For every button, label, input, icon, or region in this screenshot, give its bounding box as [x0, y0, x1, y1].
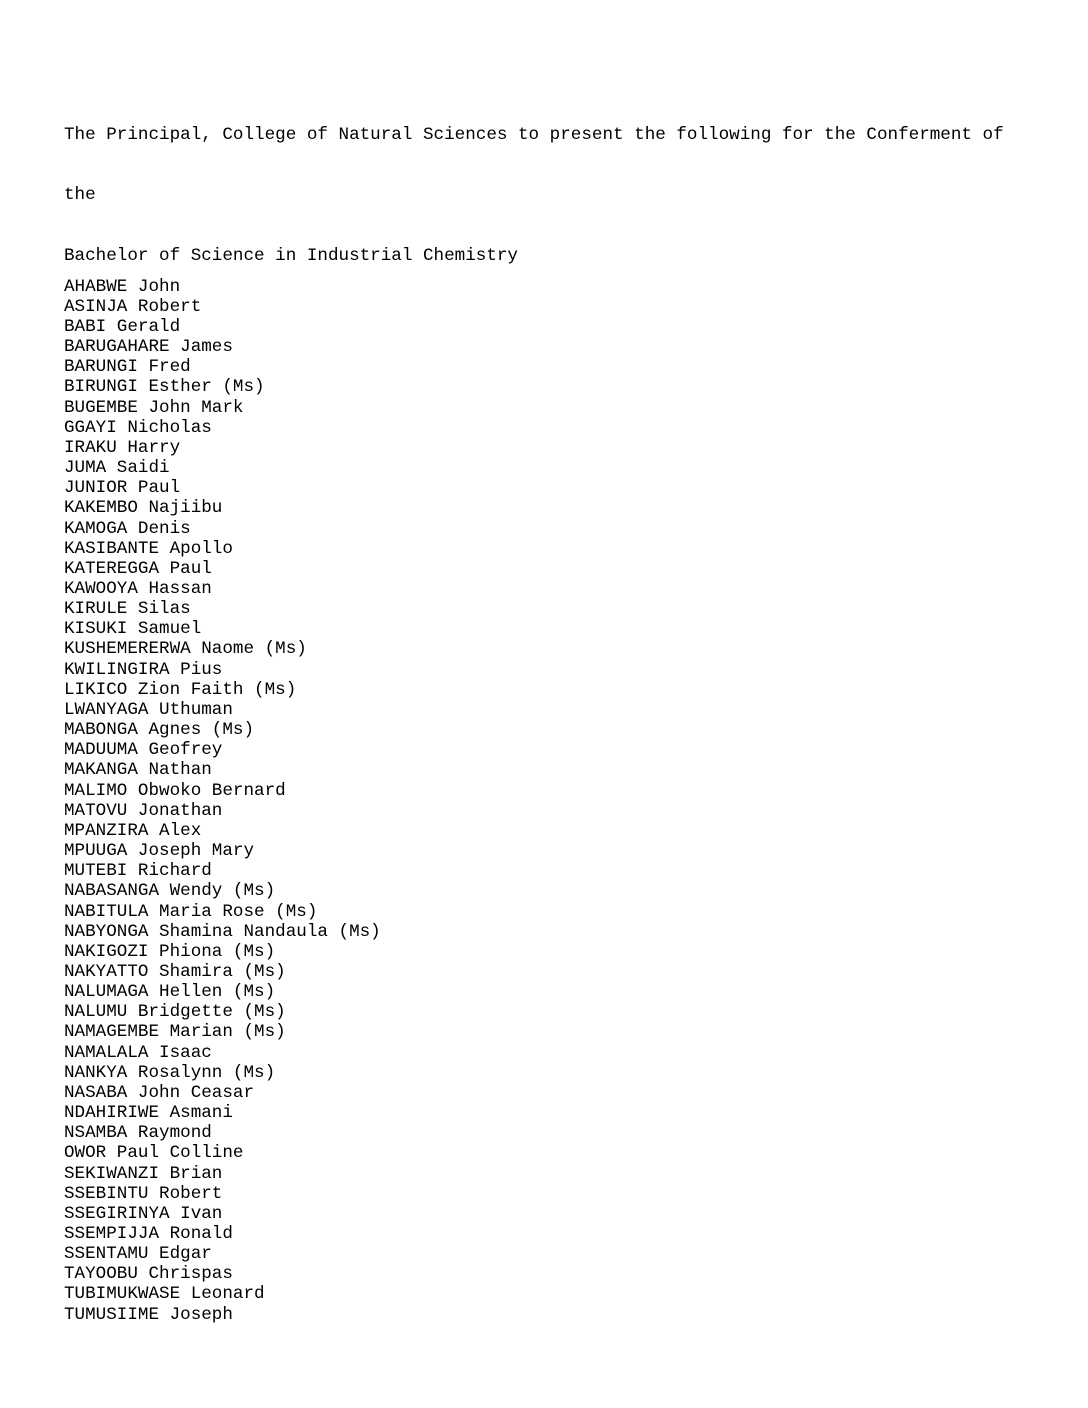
graduate-name: OWOR Paul Colline	[64, 1143, 244, 1164]
graduate-name: SEKIWANZI Brian	[64, 1163, 223, 1184]
graduate-name: GGAYI Nicholas	[64, 417, 212, 438]
graduate-name: MUTEBI Richard	[64, 861, 212, 882]
graduate-name: KUSHEMERERWA Naome (Ms)	[64, 639, 307, 660]
heading-line-2: the	[64, 185, 96, 206]
graduate-name: SSENTAMU Edgar	[64, 1244, 212, 1265]
graduate-name: KAKEMBO Najiibu	[64, 498, 223, 519]
graduate-name: NAKIGOZI Phiona (Ms)	[64, 941, 276, 962]
graduate-name: NALUMU Bridgette (Ms)	[64, 1002, 286, 1023]
degree-title: Bachelor of Science in Industrial Chemistry	[64, 246, 518, 267]
graduate-name: NALUMAGA Hellen (Ms)	[64, 982, 276, 1003]
graduate-name: BABI Gerald	[64, 316, 181, 337]
graduate-name: KASIBANTE Apollo	[64, 538, 233, 559]
document-body	[64, 84, 1054, 1325]
graduate-name: MAKANGA Nathan	[64, 760, 212, 781]
graduate-name: NDAHIRIWE Asmani	[64, 1103, 233, 1124]
graduate-list	[64, 277, 1054, 1325]
graduate-name: BUGEMBE John Mark	[64, 397, 244, 418]
graduate-name: NABASANGA Wendy (Ms)	[64, 881, 276, 902]
graduate-name: NAMALALA Isaac	[64, 1042, 212, 1063]
graduate-name: KIRULE Silas	[64, 599, 191, 620]
graduate-name: NAKYATTO Shamira (Ms)	[64, 961, 286, 982]
graduate-name: JUMA Saidi	[64, 458, 170, 479]
graduate-name: TUBIMUKWASE Leonard	[64, 1284, 265, 1305]
graduate-name: SSEMPIJJA Ronald	[64, 1224, 233, 1245]
graduate-name: MADUUMA Geofrey	[64, 740, 223, 761]
graduate-name: LWANYAGA Uthuman	[64, 699, 233, 720]
graduate-name: NABITULA Maria Rose (Ms)	[64, 901, 318, 922]
graduate-name: KATEREGGA Paul	[64, 558, 212, 579]
graduate-name: KISUKI Samuel	[64, 619, 202, 640]
graduate-name: NABYONGA Shamina Nandaula (Ms)	[64, 921, 381, 942]
graduate-name: AHABWE John	[64, 276, 181, 297]
graduate-name: NAMAGEMBE Marian (Ms)	[64, 1022, 286, 1043]
graduate-name: MALIMO Obwoko Bernard	[64, 780, 286, 801]
graduate-name: MPANZIRA Alex	[64, 820, 202, 841]
graduate-name: BIRUNGI Esther (Ms)	[64, 377, 265, 398]
graduate-name: KWILINGIRA Pius	[64, 659, 223, 680]
heading-line-1: The Principal, College of Natural Sciences to present the following for the Conferment of	[64, 124, 1004, 145]
graduate-name: TAYOOBU Chrispas	[64, 1264, 233, 1285]
graduate-name: KAWOOYA Hassan	[64, 579, 212, 600]
graduate-name: BARUGAHARE James	[64, 337, 233, 358]
graduate-name: NANKYA Rosalynn (Ms)	[64, 1062, 276, 1083]
graduate-name: ASINJA Robert	[64, 296, 202, 317]
graduate-name: BARUNGI Fred	[64, 357, 191, 378]
graduate-name: SSEGIRINYA Ivan	[64, 1203, 223, 1224]
graduate-name: LIKICO Zion Faith (Ms)	[64, 679, 297, 700]
graduate-name: IRAKU Harry	[64, 437, 181, 458]
graduate-name: TUMUSIIME Joseph	[64, 1304, 233, 1325]
graduate-name: NSAMBA Raymond	[64, 1123, 212, 1144]
graduate-name: MATOVU Jonathan	[64, 800, 223, 821]
graduate-name: MPUUGA Joseph Mary	[64, 841, 255, 862]
graduate-name: SSEBINTU Robert	[64, 1183, 223, 1204]
graduate-name: NASABA John Ceasar	[64, 1082, 255, 1103]
graduate-name: MABONGA Agnes (Ms)	[64, 720, 255, 741]
graduate-name: KAMOGA Denis	[64, 518, 191, 539]
conferment-heading	[64, 84, 1054, 246]
graduate-name: JUNIOR Paul	[64, 478, 181, 499]
